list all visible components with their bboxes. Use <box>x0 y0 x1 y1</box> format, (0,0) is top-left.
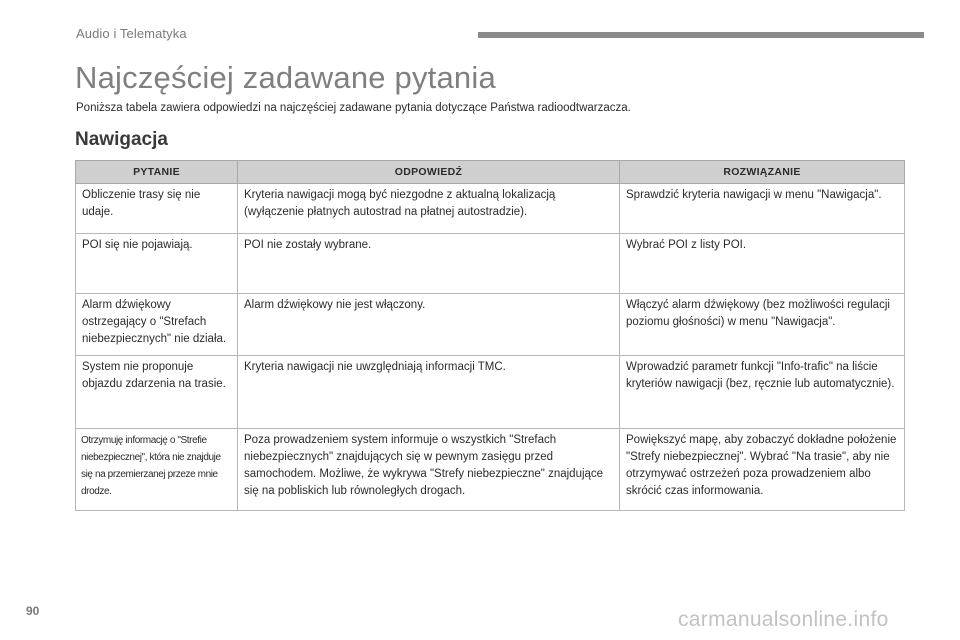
table-header-row <box>76 161 905 184</box>
table-row <box>76 429 905 511</box>
question-cell: Obliczenie trasy się nie udaje. <box>76 184 238 234</box>
column-header-question: PYTANIE <box>76 161 238 184</box>
answer-cell: Kryteria nawigacji mogą być niezgodne z aktualną lokalizacją (wyłączenie płatnych autostrad na płatnej autostradzie). <box>238 184 620 234</box>
question-cell: POI się nie pojawiają. <box>76 234 238 294</box>
table-row <box>76 294 905 356</box>
page-title: Najczęściej zadawane pytania <box>75 60 496 95</box>
answer-cell: POI nie zostały wybrane. <box>238 234 620 294</box>
intro-text: Poniższa tabela zawiera odpowiedzi na najczęściej zadawane pytania dotyczące Państwa radioodtwarzacza. <box>76 102 631 114</box>
faq-table <box>75 160 905 511</box>
watermark: carmanualsonline.info <box>678 608 889 631</box>
question-cell: Alarm dźwiękowy ostrzegający o "Strefach niebezpiecznych" nie działa. <box>76 294 238 356</box>
section-label: Audio i Telematyka <box>76 26 187 41</box>
section-subtitle: Nawigacja <box>75 129 168 150</box>
table-row <box>76 356 905 429</box>
column-header-solution: ROZWIĄZANIE <box>620 161 905 184</box>
solution-cell: Powiększyć mapę, aby zobaczyć dokładne położenie "Strefy niebezpiecznej". Wybrać "Na trasie", aby nie otrzymywać ostrzeżeń poza prowadzeniem albo skrócić czas informowania. <box>620 429 905 511</box>
page-number: 90 <box>26 604 40 618</box>
header-bar <box>478 32 924 38</box>
question-cell: System nie proponuje objazdu zdarzenia na trasie. <box>76 356 238 429</box>
solution-cell: Włączyć alarm dźwiękowy (bez możliwości regulacji poziomu głośności) w menu "Nawigacja". <box>620 294 905 356</box>
table-row <box>76 234 905 294</box>
solution-cell: Sprawdzić kryteria nawigacji w menu "Nawigacja". <box>620 184 905 234</box>
answer-cell: Poza prowadzeniem system informuje o wszystkich "Strefach niebezpiecznych" znajdujących się w pewnym zasięgu przed samochodem. Możliwe, że wykrywa "Strefy niebezpieczne" znajdujące się na pobliskich lub równoległych drogach. <box>238 429 620 511</box>
question-cell: Otrzymuję informację o "Strefie niebezpiecznej", która nie znajduje się na przemierzanej przeze mnie drodze. <box>76 429 238 511</box>
table-row <box>76 184 905 234</box>
answer-cell: Kryteria nawigacji nie uwzględniają informacji TMC. <box>238 356 620 429</box>
answer-cell: Alarm dźwiękowy nie jest włączony. <box>238 294 620 356</box>
solution-cell: Wybrać POI z listy POI. <box>620 234 905 294</box>
solution-cell: Wprowadzić parametr funkcji "Info-trafic" na liście kryteriów nawigacji (bez, ręcznie lub automatycznie). <box>620 356 905 429</box>
column-header-answer: ODPOWIEDŹ <box>238 161 620 184</box>
